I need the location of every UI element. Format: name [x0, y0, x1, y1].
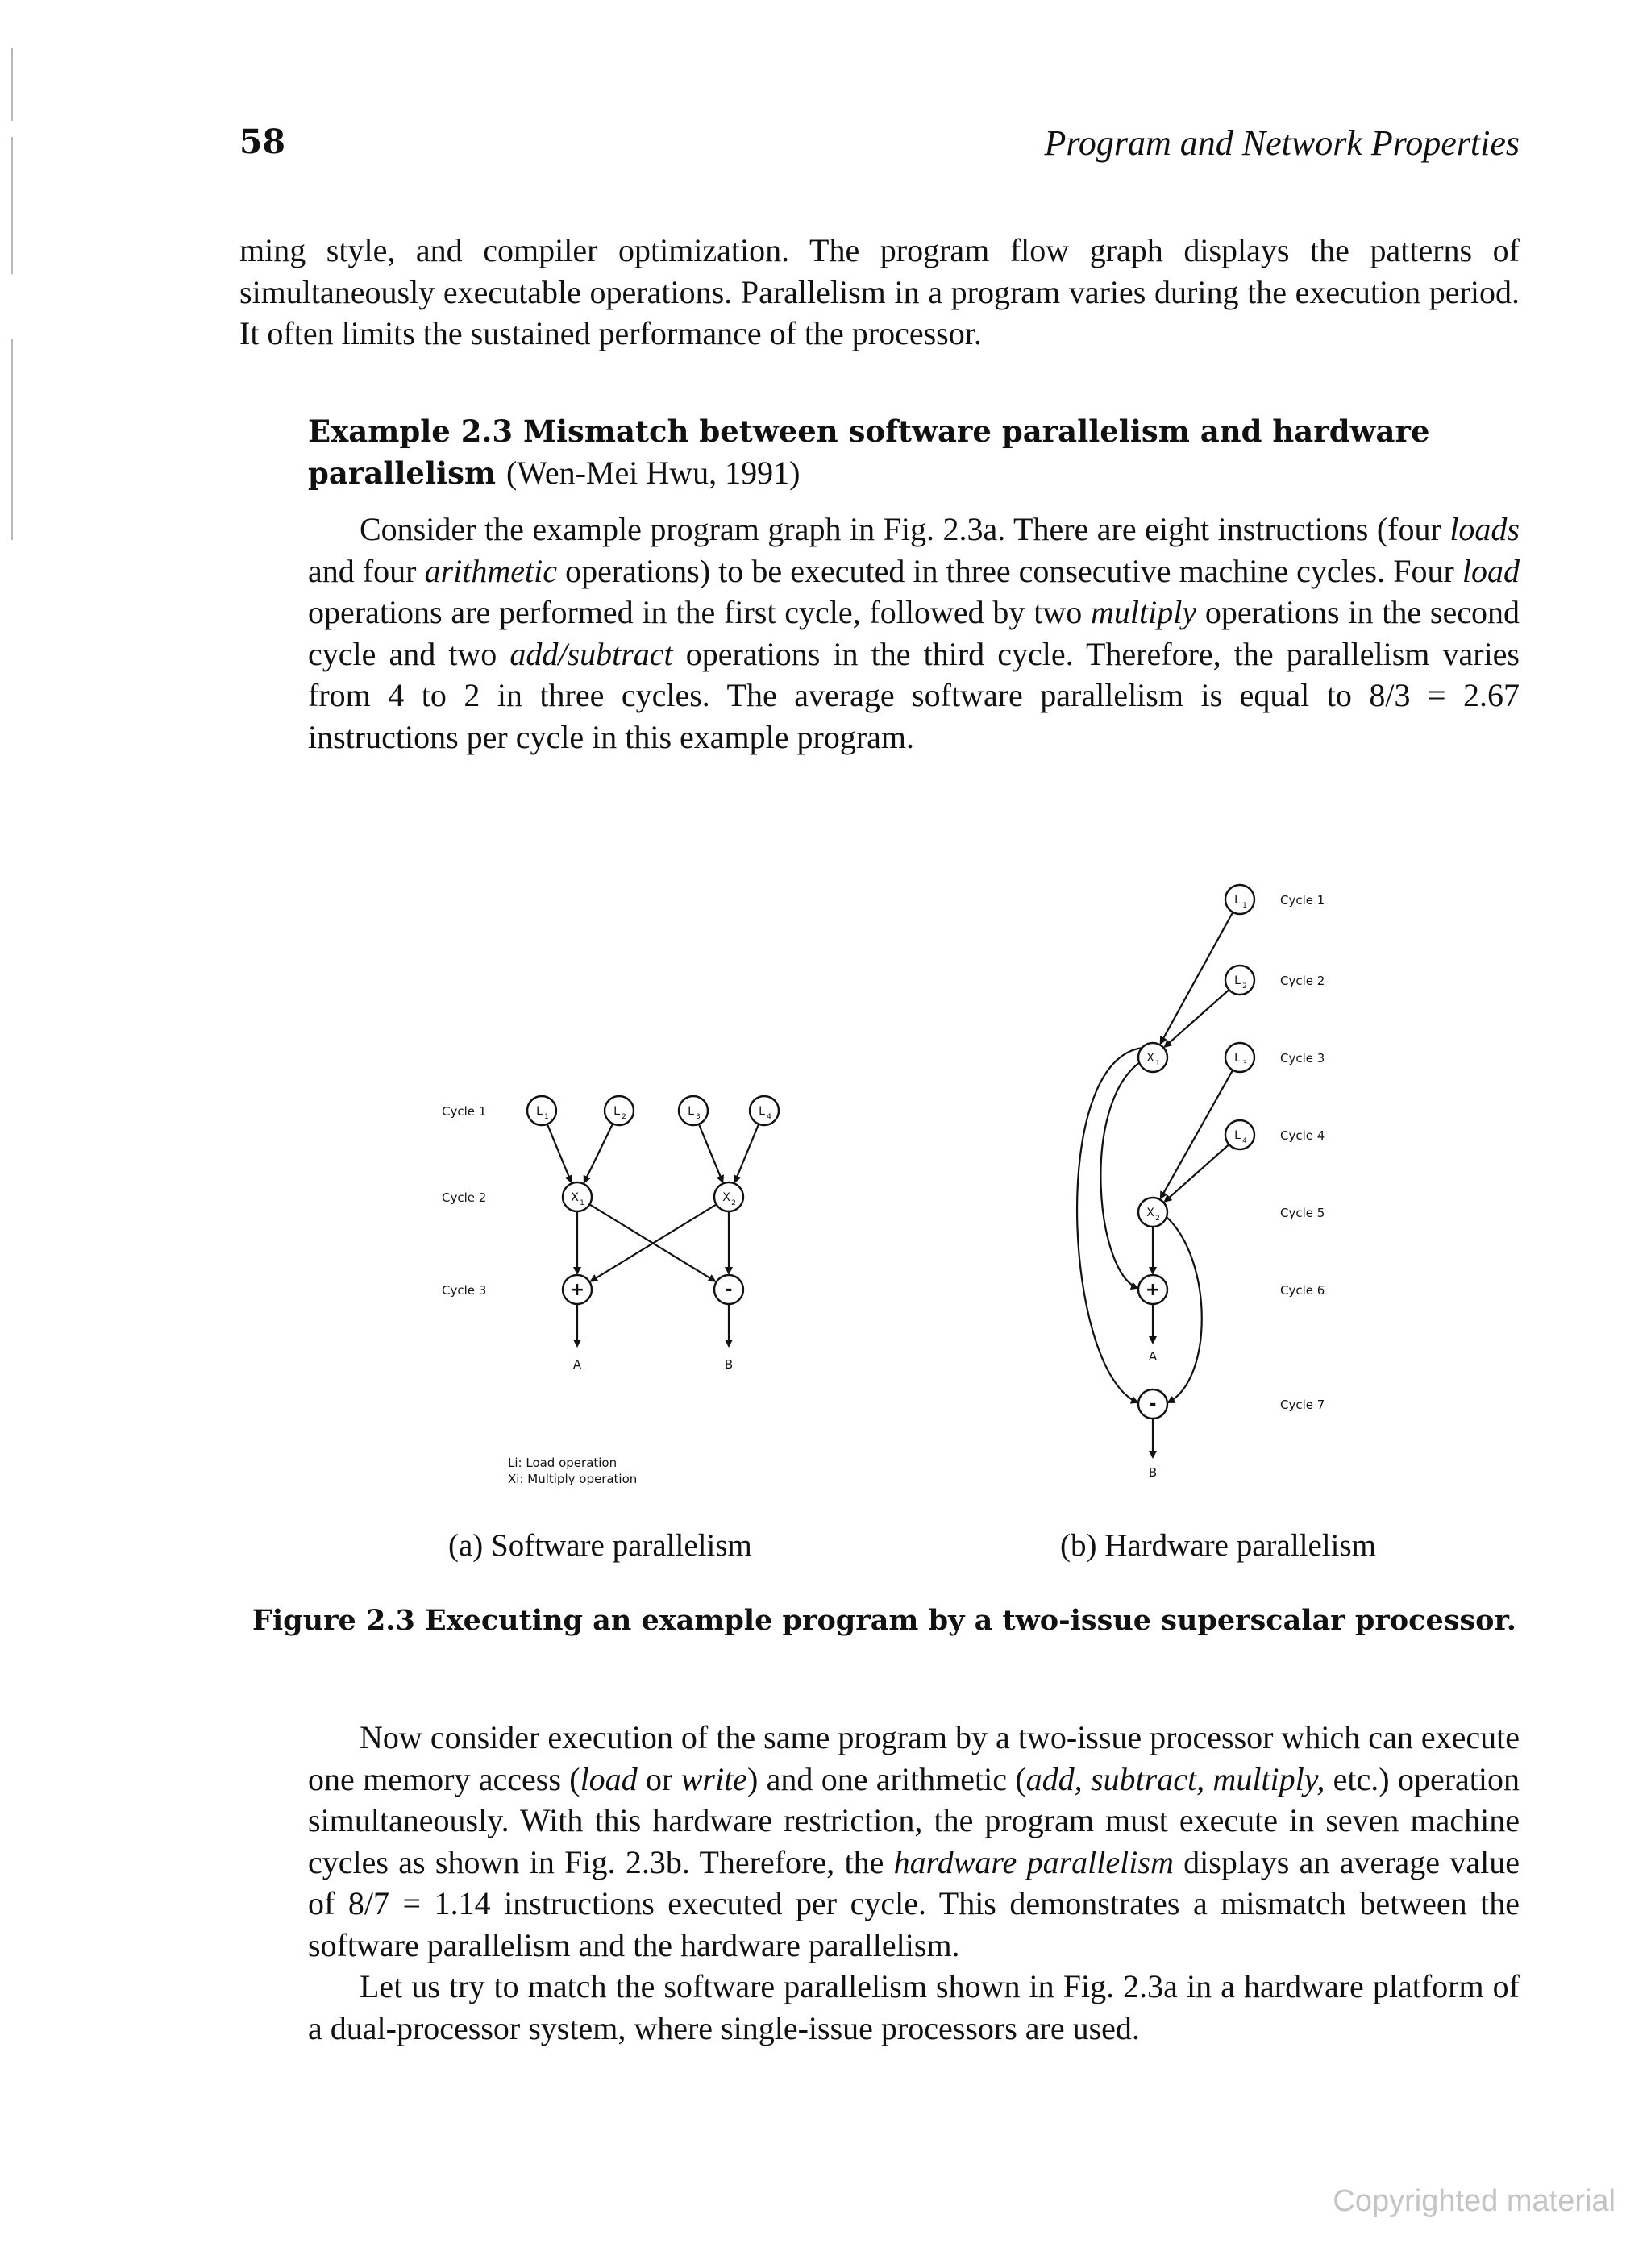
svg-text:4: 4 — [767, 1113, 771, 1121]
paragraph-dual-processor: Let us try to match the software parallelism shown in Fig. 2.3a in a hardware platform of a dual-processor system, where single-issue processors are used. — [308, 1968, 1520, 2046]
svg-text:L: L — [1234, 1129, 1241, 1142]
example-title: Example 2.3 Mismatch between software parallelism and hardware parallelism (Wen-Mei Hwu, 1991) — [308, 413, 1430, 491]
hw-multiply-node — [1138, 1198, 1167, 1227]
svg-text:-: - — [1149, 1394, 1157, 1414]
hw-cycle-label: Cycle 4 — [1280, 1128, 1325, 1143]
svg-text:3: 3 — [1242, 1060, 1247, 1068]
sw-multiply-node — [563, 1182, 592, 1211]
after-figure-text — [308, 1717, 1520, 2049]
example-body — [308, 509, 1520, 758]
svg-text:4: 4 — [1242, 1137, 1247, 1145]
software-caption: (a) Software parallelism — [448, 1528, 752, 1563]
figure-caption: Figure 2.3 Executing an example program by a two-issue superscalar processor. — [252, 1604, 1516, 1637]
sw-load-node — [605, 1096, 634, 1125]
page-number: 58 — [239, 123, 286, 161]
legend-multiply: Xi: Multiply operation — [508, 1472, 638, 1486]
hw-cycle-label: Cycle 5 — [1280, 1206, 1325, 1220]
hw-load-node — [1225, 1043, 1254, 1072]
svg-text:1: 1 — [1155, 1060, 1160, 1068]
margin-scan-line — [11, 137, 13, 274]
sw-load-node — [527, 1096, 556, 1125]
hw-load-node — [1225, 885, 1254, 914]
svg-text:L: L — [536, 1105, 543, 1118]
hw-load-node — [1225, 966, 1254, 995]
svg-text:+: + — [1145, 1280, 1161, 1300]
hw-load-node — [1225, 1120, 1254, 1149]
example-citation: (Wen-Mei Hwu, 1991) — [505, 455, 801, 491]
svg-text:1: 1 — [580, 1199, 584, 1207]
example-body-text: Consider the example program graph in Fig. 2.3a. There are eight instructions (four loads and four arithmetic operations) to be executed in three consecutive machine cycles. Four load operations are performed in the first cycle, followed by two multiply operations in the second cycle and two add/subtract operations in the third cycle. Therefore, the parallelism varies from 4 to 2 in three cycles. The average software parallelism is equal to 8/3 = 2.67 instructions per cycle in this example program. — [308, 511, 1520, 755]
svg-text:1: 1 — [544, 1113, 549, 1121]
sw-arith-node — [714, 1275, 743, 1304]
svg-text:L: L — [688, 1105, 694, 1118]
hw-multiply-node — [1138, 1043, 1167, 1072]
sw-multiply-node — [714, 1182, 743, 1211]
svg-text:2: 2 — [1155, 1215, 1160, 1223]
svg-text:X: X — [571, 1191, 579, 1204]
svg-text:L: L — [1234, 1052, 1241, 1065]
software-parallelism-diagram — [427, 1072, 846, 1523]
sw-load-node — [679, 1096, 708, 1125]
sw-cycle-label: Cycle 2 — [442, 1190, 487, 1205]
svg-text:L: L — [613, 1105, 620, 1118]
hw-output-label: A — [1148, 1349, 1158, 1364]
svg-text:1: 1 — [1242, 902, 1247, 910]
hw-cycle-label: Cycle 2 — [1280, 974, 1325, 988]
svg-text:X: X — [1146, 1207, 1154, 1219]
margin-scan-line — [11, 339, 13, 540]
svg-text:3: 3 — [696, 1113, 701, 1121]
svg-text:X: X — [722, 1191, 730, 1204]
sw-load-node — [750, 1096, 779, 1125]
hw-cycle-label: Cycle 6 — [1280, 1283, 1325, 1298]
hw-output-label: B — [1148, 1465, 1158, 1480]
sw-output-label: A — [572, 1357, 582, 1372]
svg-text:2: 2 — [1242, 982, 1247, 991]
svg-text:2: 2 — [622, 1113, 626, 1121]
svg-text:2: 2 — [731, 1199, 736, 1207]
sw-arith-node — [563, 1275, 592, 1304]
intro-paragraph: ming style, and compiler optimization. The program flow graph displays the patterns of simultaneously executable operations. Parallelism in a program varies during the execution period. It often limits the sustained performance of the processor. — [239, 232, 1520, 351]
svg-text:-: - — [725, 1280, 733, 1300]
svg-text:X: X — [1146, 1052, 1154, 1065]
paragraph-two-issue: Now consider execution of the same program by a two-issue processor which can execute one memory access (load or write) and one arithmetic (add, subtract, multiply, etc.) operation simultaneously. With this hardware restriction, the program must execute in seven machine cycles as shown in Fig. 2.3b. Therefore, the hardware parallelism displays an average value of 8/7 = 1.14 instructions executed per cycle. This demonstrates a mismatch between the software parallelism and the hardware parallelism. — [308, 1719, 1520, 1963]
hw-cycle-label: Cycle 3 — [1280, 1051, 1325, 1065]
hardware-caption: (b) Hardware parallelism — [1060, 1528, 1376, 1563]
legend-load: Li: Load operation — [508, 1456, 618, 1470]
svg-text:L: L — [1234, 894, 1241, 907]
hw-arith-node — [1138, 1389, 1167, 1419]
hw-arith-node — [1138, 1275, 1167, 1304]
running-title: Program and Network Properties — [1044, 123, 1520, 163]
hw-cycle-label: Cycle 1 — [1280, 893, 1325, 908]
svg-text:L: L — [1234, 974, 1241, 987]
example-block — [308, 411, 1520, 758]
svg-text:L: L — [759, 1105, 765, 1118]
hw-cycle-label: Cycle 7 — [1280, 1398, 1325, 1412]
hardware-parallelism-diagram — [1064, 870, 1419, 1499]
sw-cycle-label: Cycle 1 — [442, 1104, 487, 1119]
sw-cycle-label: Cycle 3 — [442, 1283, 487, 1298]
svg-text:+: + — [569, 1280, 585, 1300]
copyright-watermark: Copyrighted material — [1333, 2184, 1616, 2218]
sw-output-label: B — [724, 1357, 734, 1372]
margin-scan-line — [11, 48, 13, 121]
